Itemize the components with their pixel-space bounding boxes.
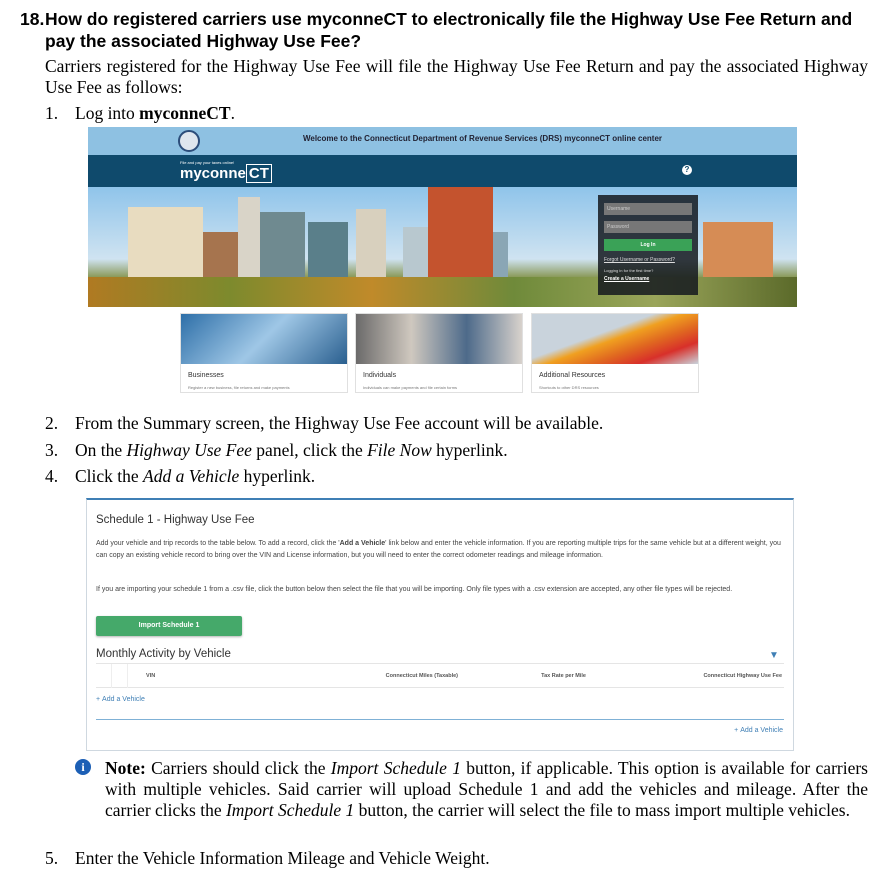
- note-text: button, if applicable. This option is available for carriers with multiple vehicles. Said carrier will upload Schedule 1 and add the vehicles and mileage. After the carrier clicks the: [105, 758, 868, 820]
- additional-resources-card[interactable]: [531, 313, 699, 393]
- card-title: Businesses: [188, 372, 224, 379]
- username-input[interactable]: Username: [604, 203, 692, 215]
- card-desc: Individuals can make payments and file certain forms: [363, 385, 458, 390]
- import-instructions: If you are importing your schedule 1 from a .csv file, click the button below then select the file that you will be importing. Only file types with a .csv extension are accepted, any other file types will be rejected.: [96, 586, 733, 593]
- add-vehicle-label: Add a Vehicle: [740, 727, 783, 734]
- add-vehicle-link[interactable]: [96, 696, 145, 703]
- schedule-1-screenshot: [86, 498, 794, 751]
- step-number: 4.: [45, 466, 59, 486]
- step-text: hyperlink.: [431, 440, 508, 460]
- welcome-text: Welcome to the Connecticut Department of Revenue Services (DRS) myconneCT online center: [302, 134, 663, 143]
- myconnect-name: myconneCT: [139, 103, 231, 123]
- step-number: 1.: [45, 103, 59, 123]
- card-desc: Register a new business, file returns and make payments: [188, 385, 290, 390]
- first-time-text: Logging in for the first time?: [604, 268, 654, 273]
- filter-icon[interactable]: ▼: [769, 650, 779, 661]
- plus-icon: +: [734, 727, 741, 734]
- column-ct-miles[interactable]: Connecticut Miles (Taxable): [385, 673, 458, 679]
- plus-icon: +: [96, 696, 103, 703]
- column-vin[interactable]: VIN: [146, 673, 156, 679]
- question-number: 18.: [20, 9, 45, 29]
- divider: [96, 719, 784, 720]
- link-name: Add a Vehicle: [143, 466, 240, 486]
- businesses-image: [181, 314, 347, 364]
- info-icon: i: [75, 759, 91, 775]
- add-vehicle-label: Add a Vehicle: [102, 696, 145, 703]
- intro-paragraph: Carriers registered for the Highway Use Fee will file the Highway Use Fee Return and pay the associated Highway Use Fee as follows:: [45, 56, 868, 97]
- import-schedule-button[interactable]: Import Schedule 1: [96, 616, 242, 636]
- card-desc: Shortcuts to other DRS resources: [539, 385, 599, 390]
- question-heading: [20, 8, 870, 52]
- step-number: 3.: [45, 440, 59, 460]
- instruction-text: ' link below and enter the vehicle information. If you are reporting multiple trips for the same vehicle but at a different weight, you can copy an existing vehicle record to bring over the VIN and License information, but you will need to enter the correct odometer readings and mileage information.: [96, 540, 781, 559]
- instruction-bold: Add a Vehicle: [339, 540, 386, 547]
- step-text: Enter the Vehicle Information Mileage and Vehicle Weight.: [75, 848, 490, 868]
- step-text: Click the: [75, 466, 144, 486]
- note-text: button, the carrier will select the file to mass import multiple vehicles.: [354, 800, 850, 820]
- step-number: 5.: [45, 848, 59, 868]
- step-text: panel, click the: [251, 440, 368, 460]
- link-name: File Now: [367, 440, 432, 460]
- password-input[interactable]: Password: [604, 221, 692, 233]
- individuals-card[interactable]: [355, 313, 523, 393]
- individuals-image: [356, 314, 522, 364]
- button-name: Import Schedule 1: [225, 800, 355, 820]
- note-label: Note:: [105, 758, 146, 778]
- question-text: How do registered carriers use myconneCT to electronically file the Highway Use Fee Return and pay the associated Highway Use Fee?: [45, 9, 853, 51]
- table-title: Monthly Activity by Vehicle: [96, 648, 231, 660]
- step-text: hyperlink.: [239, 466, 316, 486]
- step-text: Log into: [75, 103, 140, 123]
- note-text: Carriers should click the: [145, 758, 331, 778]
- schedule-title: Schedule 1 - Highway Use Fee: [96, 514, 255, 526]
- step-number: 2.: [45, 413, 59, 433]
- login-button[interactable]: Log In: [604, 239, 692, 251]
- step-text: From the Summary screen, the Highway Use Fee account will be available.: [75, 413, 604, 433]
- create-username-link[interactable]: Create a Username: [604, 276, 650, 282]
- schedule-instructions: [96, 538, 781, 562]
- note-paragraph: [105, 758, 868, 821]
- myconnect-logo[interactable]: [180, 160, 272, 182]
- login-panel: [598, 195, 698, 295]
- card-title: Additional Resources: [539, 372, 606, 379]
- logo-tagline: File and pay your taxes online!: [180, 160, 235, 165]
- businesses-card[interactable]: [180, 313, 348, 393]
- step-text: .: [230, 103, 235, 123]
- instruction-text: Add your vehicle and trip records to the table below. To add a record, click the ': [96, 540, 340, 547]
- add-vehicle-link-bottom[interactable]: [734, 727, 783, 734]
- column-highway-use-fee[interactable]: Connecticut Highway Use Fee: [703, 673, 782, 679]
- forgot-credentials-link[interactable]: Forgot Username or Password?: [604, 257, 675, 263]
- step-text: On the: [75, 440, 127, 460]
- resources-image: [532, 314, 698, 364]
- button-name: Import Schedule 1: [330, 758, 461, 778]
- panel-name: Highway Use Fee: [126, 440, 252, 460]
- card-title: Individuals: [363, 372, 397, 379]
- logo-ct: CT: [246, 164, 272, 183]
- myconnect-login-screenshot: [88, 127, 797, 393]
- help-icon[interactable]: ?: [682, 165, 692, 175]
- column-tax-rate[interactable]: Tax Rate per Mile: [541, 673, 586, 679]
- logo-main: myconne: [180, 165, 246, 182]
- table-header: [96, 663, 784, 688]
